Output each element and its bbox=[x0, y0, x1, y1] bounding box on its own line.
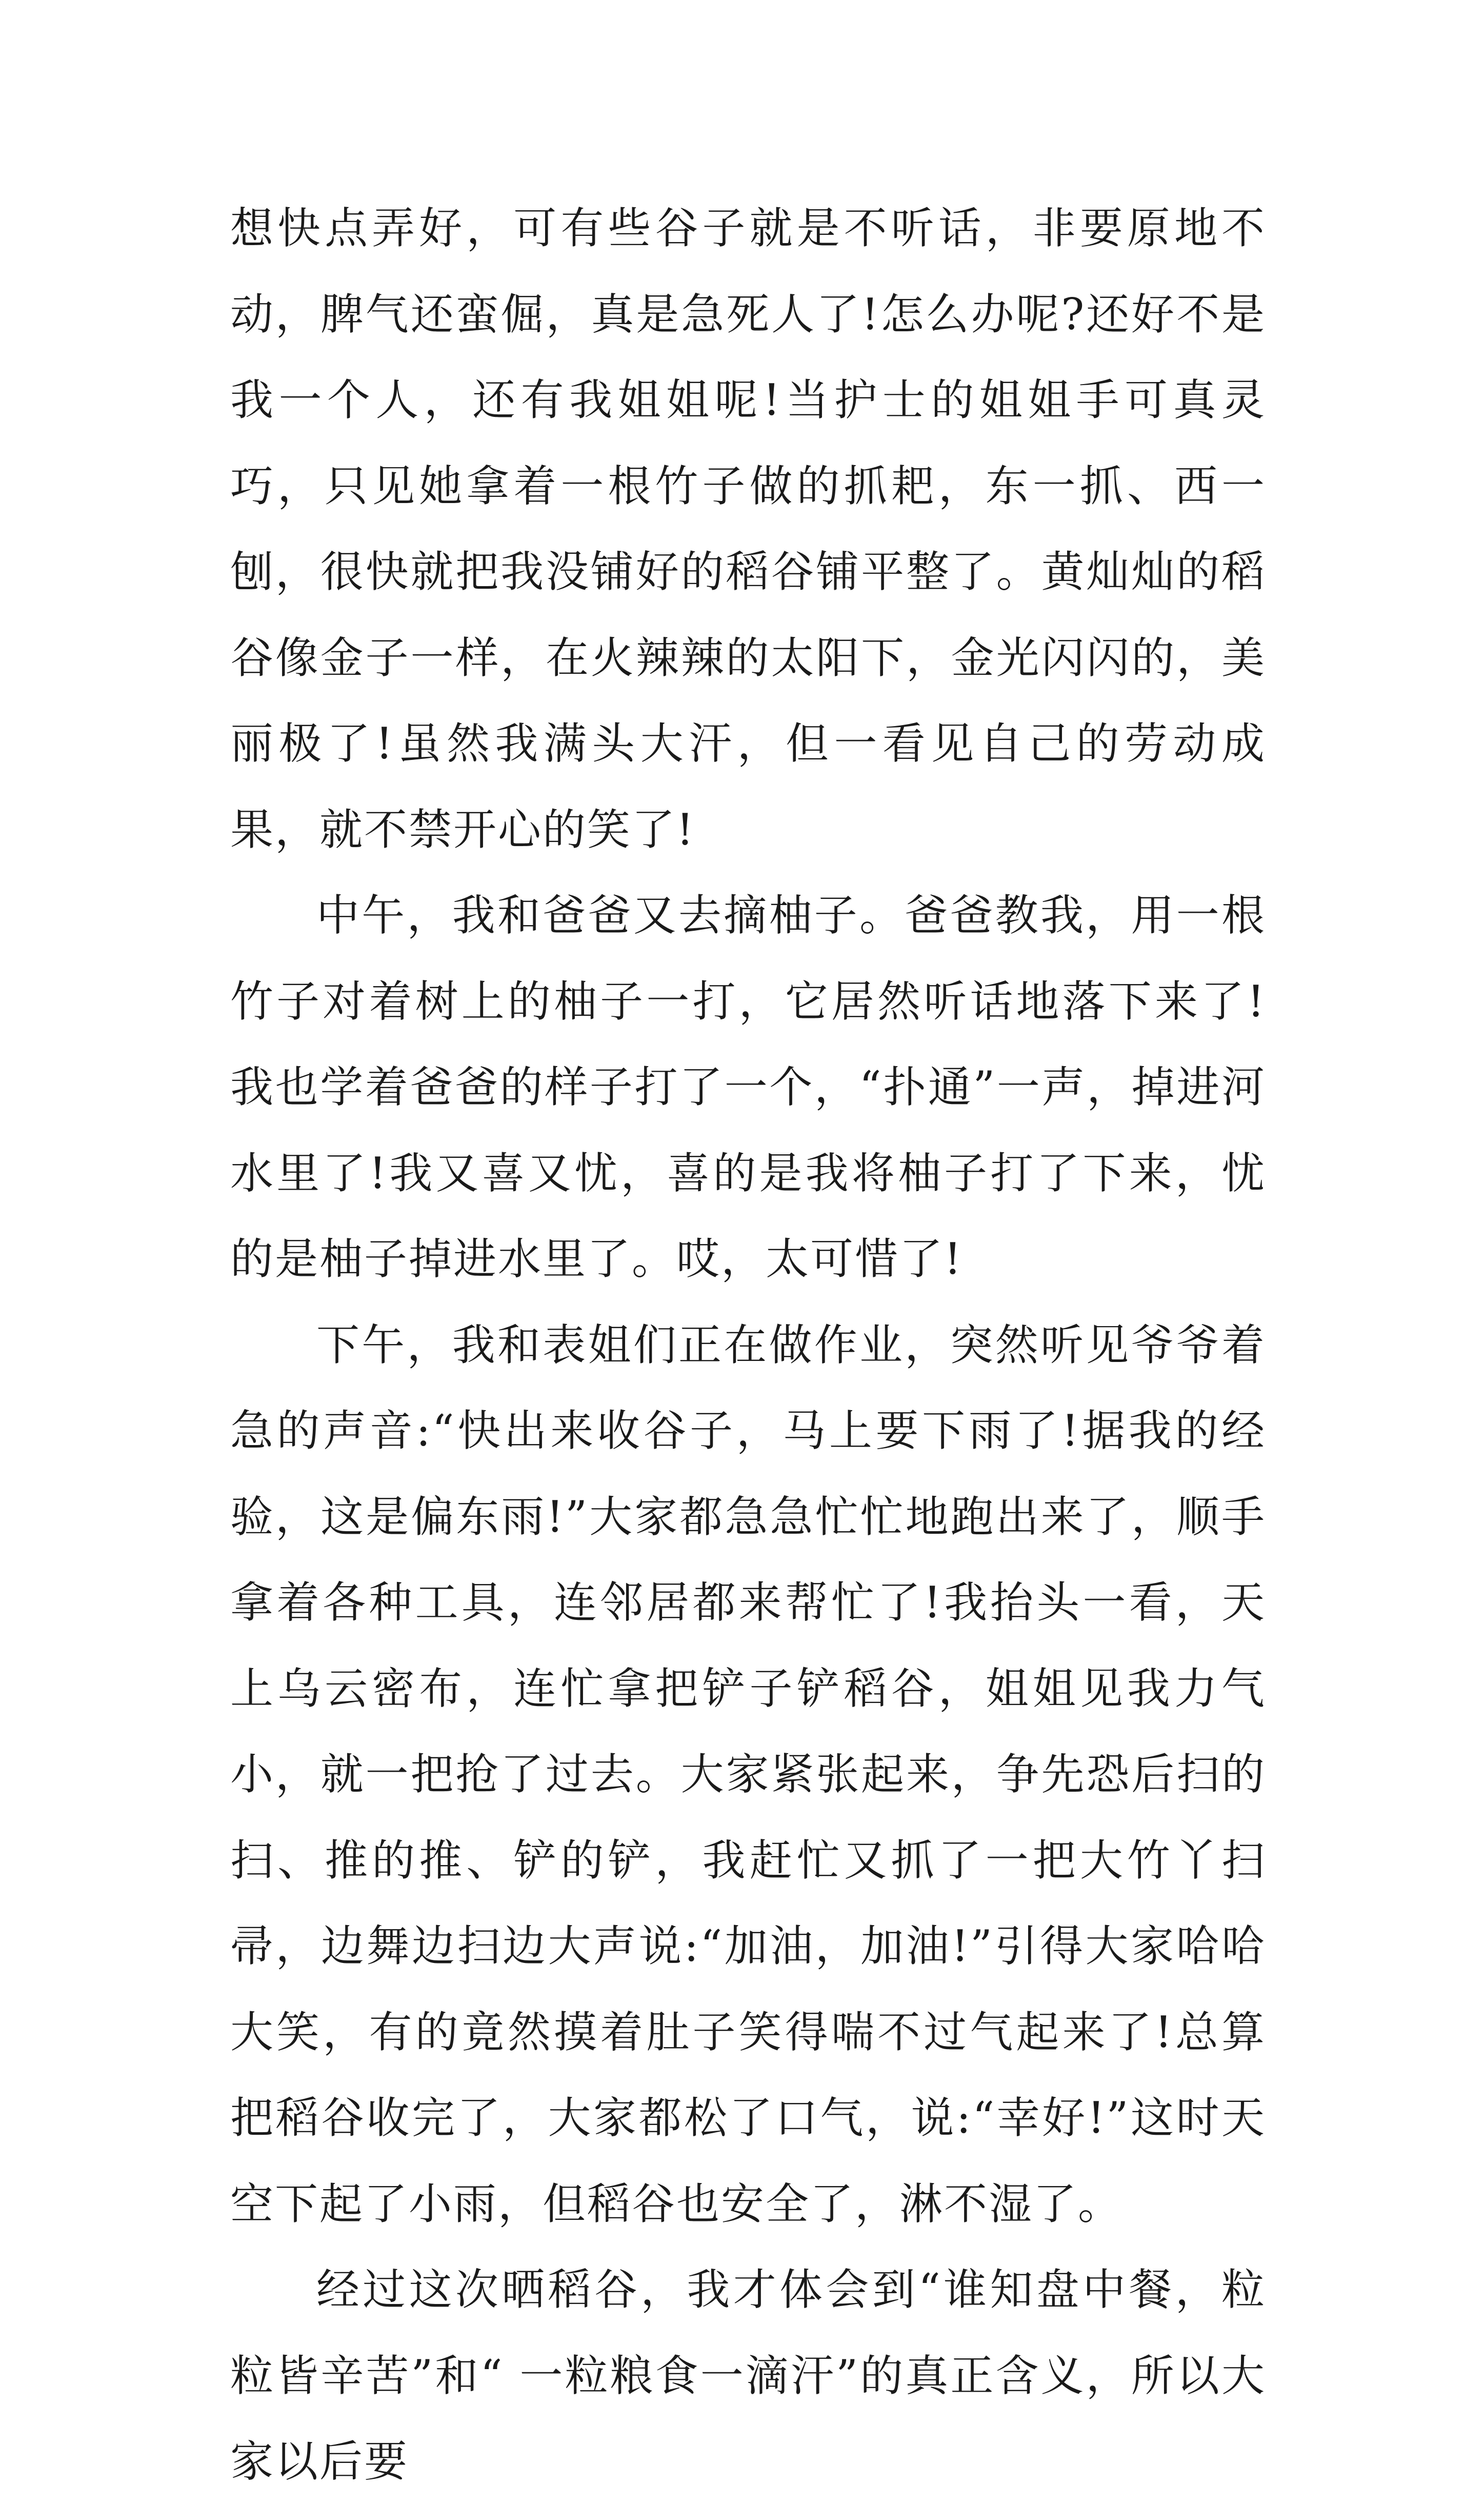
paragraph-2: 中午，我和爸爸又去摘柚子。爸爸教我，用一根竹子对着树上的柚子一打，它居然听话地落下来了!我也学着爸爸的样子打了一个，“扑通”一声，掉进河水里了!我又喜又忧，喜的是我将柚子打了下来，忧的是柚子掉进水里了。哎，太可惜了! bbox=[230, 890, 1266, 1284]
body-text bbox=[230, 186, 1266, 2505]
paragraph-4: 经过这次晒稻谷，我才体会到“谁知盘中餐，粒粒皆辛苦”和“ 一粒粮食一滴汗”的真正含义，所以大家以后要 bbox=[230, 2264, 1266, 2487]
paragraph-3: 下午，我和表姐们正在做作业，突然听见爷爷着急的声音:“快出来收谷子，马上要下雨了!据我的经验，这是偏东雨!”大家都急急忙忙地跑出来了，顺手拿着各种工具，连邻居都来帮忙了!我抬头一看，天上乌云密布，连忙拿把铲子铲稻谷，姐姐见我力气小，就一把抢了过去。大家紧张起来，争先恐后扫的扫、推的推、铲的铲，我赶忙又抓了一把大竹丫扫帚，边舞边扫边大声说:“加油，加油!”引得大家哈哈大笑，有的竟然摸着肚子笑得喘不过气起来了!总算把稻谷收完了，大家都松了口气，说:“幸好!”这时天空下起了小雨，但稻谷也安全了，淋不湿了。 bbox=[230, 1319, 1266, 2229]
paragraph-1: 想快点弄好，可有些谷子就是不听话，非要原地不动，脾气还蛮倔，真是急死人了!怎么办呢?还好不是我一个人，还有我姐姐呢!当护士的姐姐手可真灵巧，只见她拿着一根竹子做的抓耙，东一抓、西一刨，很快就把我没铺好的稻谷铺平整了。黄灿灿的稻谷像金子一样，在火辣辣的太阳下，金光闪闪的，美丽极了!虽然我满头大汗，但一看见自己的劳动成果，就不禁开心的笑了! bbox=[230, 203, 1266, 855]
